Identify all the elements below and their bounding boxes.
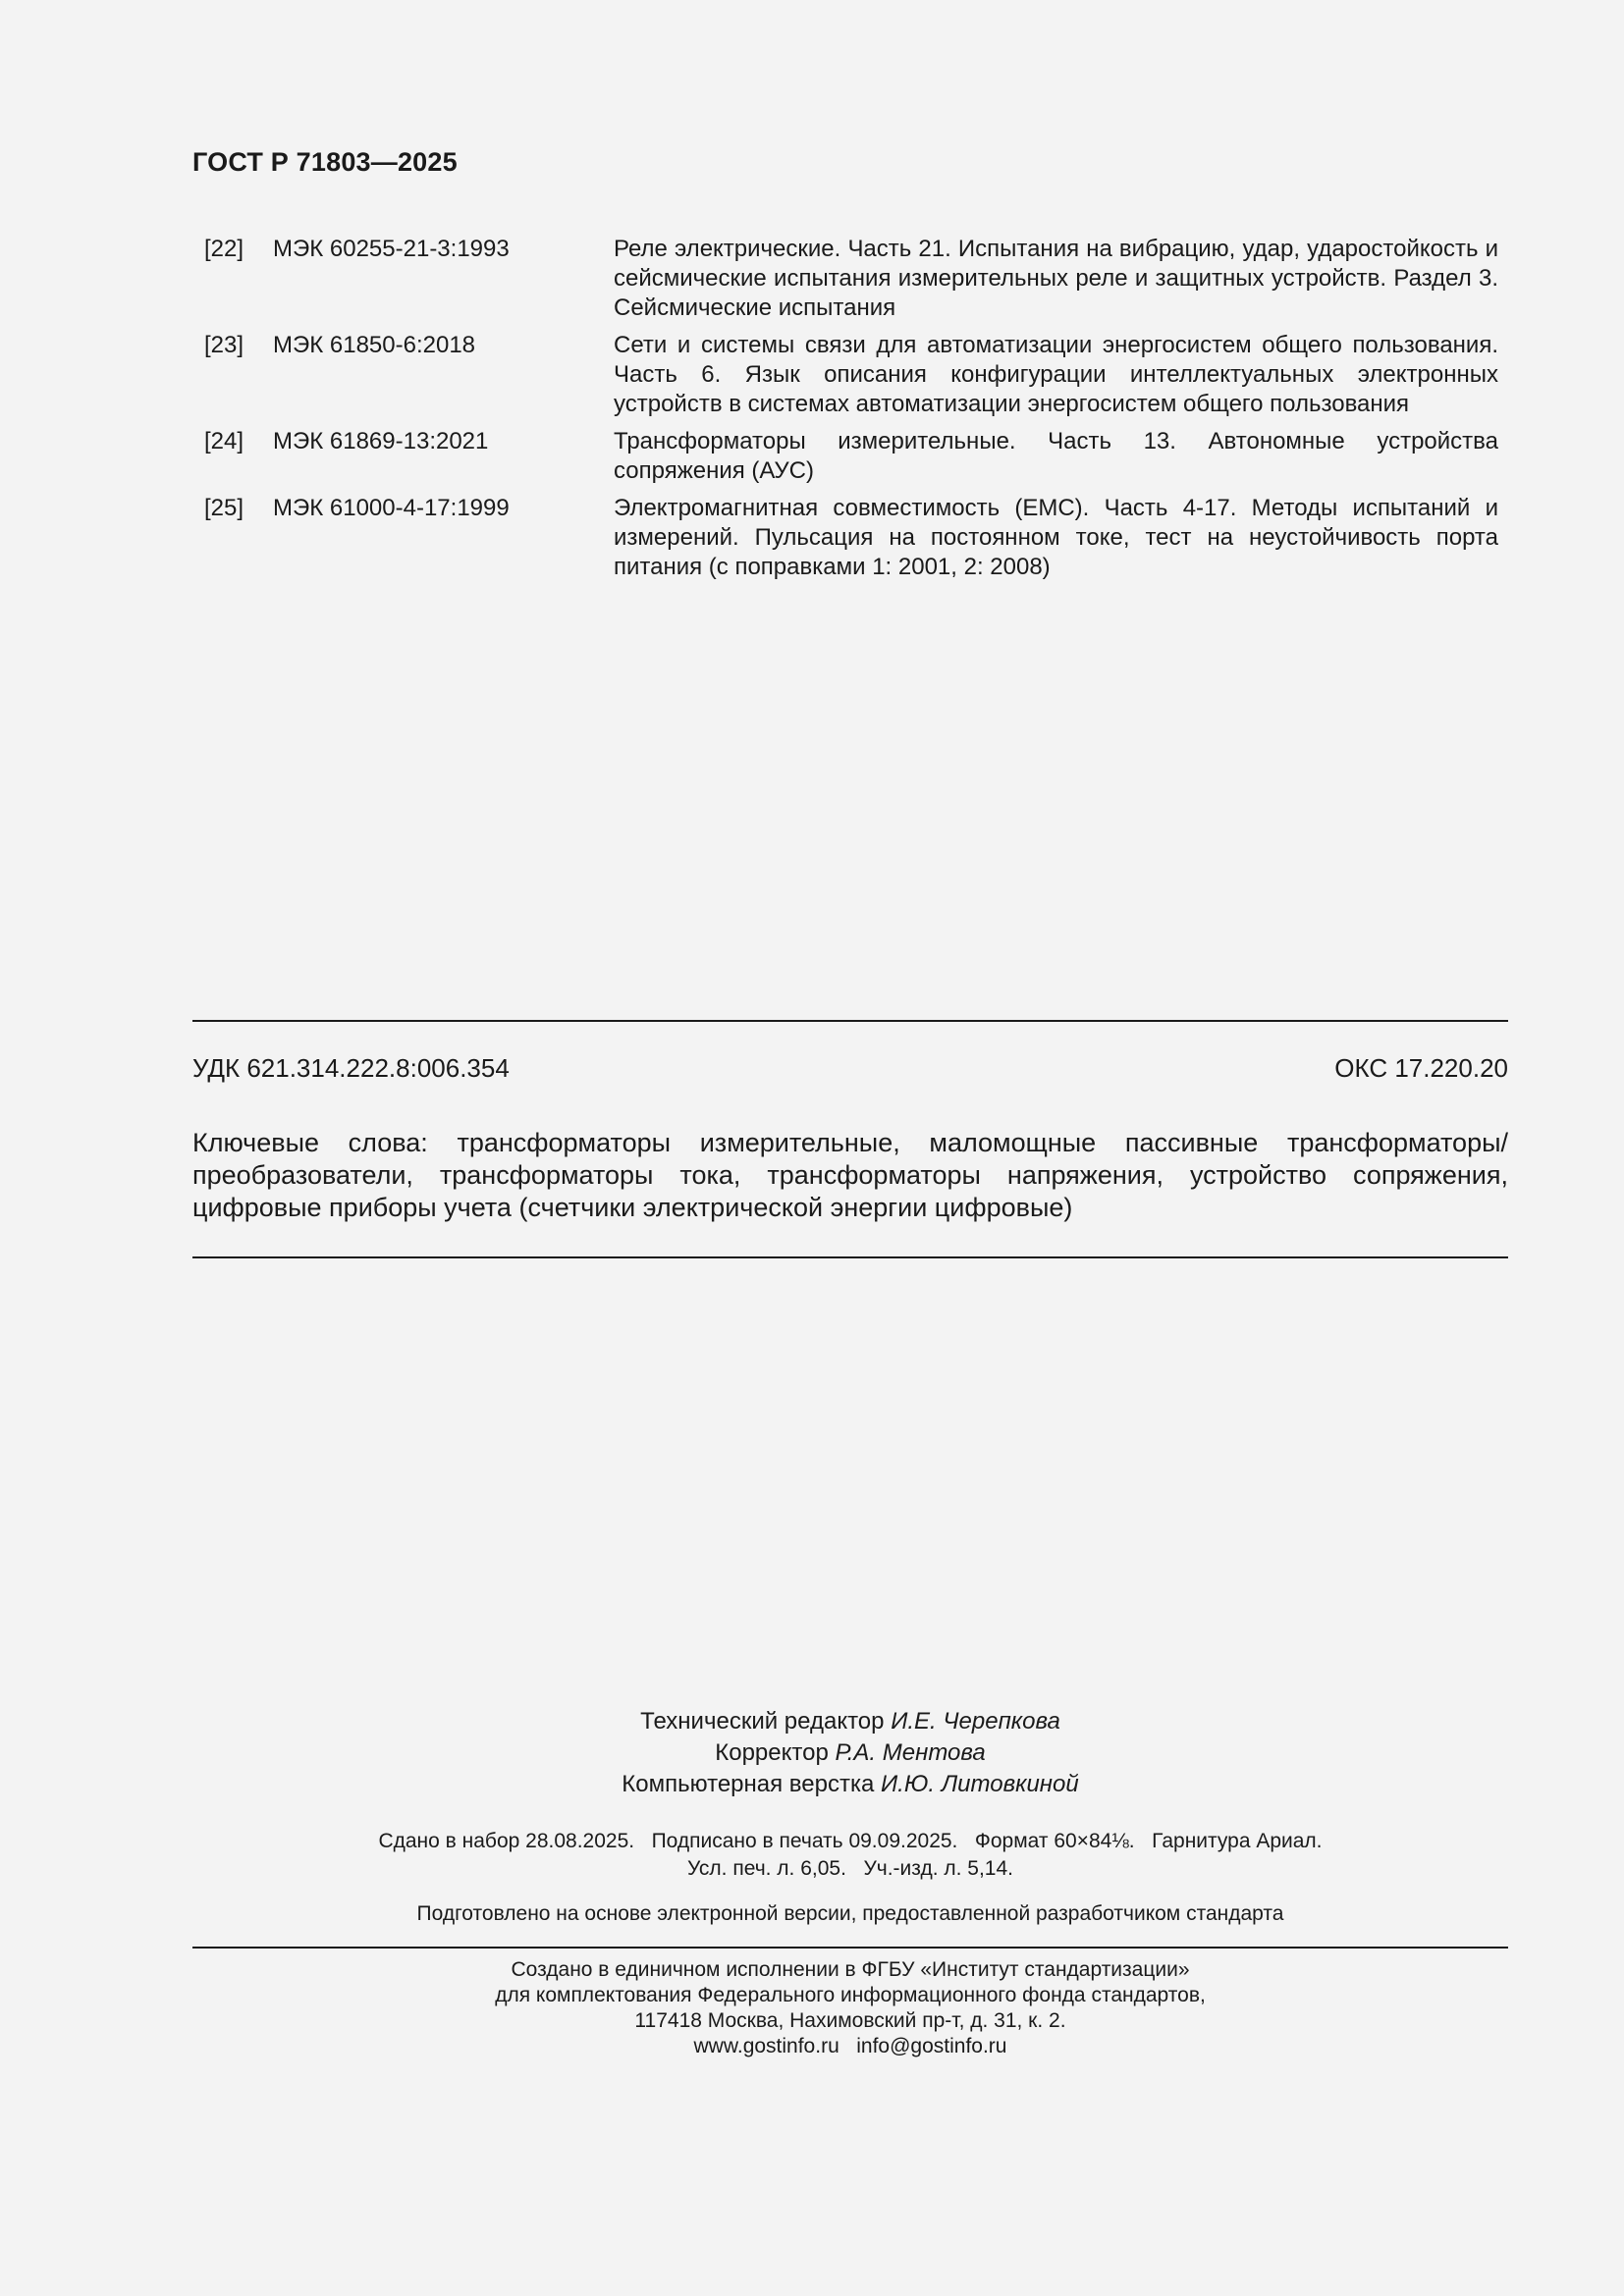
print-info-line: Сдано в набор 28.08.2025. Подписано в печать 09.09.2025. Формат 60×84⅛. Гарнитура Ариал. [378,1830,1323,1852]
tech-editor-line [192,1706,1508,1737]
corrector-line [192,1737,1508,1769]
references-list [192,235,1498,582]
publisher-line: 117418 Москва, Нахимовский пр-т, д. 31, к. 2. [634,2009,1066,2032]
print-info [192,1828,1508,1883]
publisher-info [192,1957,1508,2059]
reference-item [192,494,1498,582]
corrector-name: Р.А. Ментова [835,1739,986,1766]
print-info-line: Усл. печ. л. 6,05. Уч.-изд. л. 5,14. [686,1857,1013,1880]
udk-code: УДК 621.314.222.8:006.354 [192,1053,510,1083]
prepared-note: Подготовлено на основе электронной версии, предоставленной разработчиком стандарта [416,1902,1284,1925]
top-divider [192,1020,1508,1022]
publisher-contacts: www.gostinfo.ru info@gostinfo.ru [693,2035,1007,2057]
publisher-line: для комплектования Федерального информационного фонда стандартов, [495,1984,1206,2006]
reference-title: Электромагнитная совместимость (ЕМС). Часть 4-17. Методы испытаний и измерений. Пульсация на постоянном токе, тест на неустойчивость порта питания (с поправками 1: 2001, 2: 2008) [614,495,1498,580]
tech-editor-name: И.Е. Черепкова [891,1708,1060,1735]
reference-code: МЭК 61000-4-17:1999 [273,495,510,521]
reference-title: Реле электрические. Часть 21. Испытания на вибрацию, удар, ударостойкость и сейсмические испытания измерительных реле и защитных устройств. Раздел 3. Сейсмические испытания [614,236,1498,321]
reference-item [192,331,1498,419]
layout-line [192,1769,1508,1800]
oks-code: ОКС 17.220.20 [1334,1053,1508,1083]
reference-title: Сети и системы связи для автоматизации энергосистем общего пользования. Часть 6. Язык описания конфигурации интеллектуальных электронных устройств в системах автоматизации энергосистем общего пользования [614,332,1498,417]
layout-label: Компьютерная верстка [622,1771,875,1797]
reference-number: [24] [204,428,244,454]
tech-editor-label: Технический редактор [640,1708,885,1735]
credits-block [192,1706,1508,1800]
reference-number: [25] [204,495,244,521]
publisher-line: Создано в единичном исполнении в ФГБУ «Институт стандартизации» [511,1958,1190,1981]
reference-title: Трансформаторы измерительные. Часть 13. Автономные устройства сопряжения (АУС) [614,428,1498,484]
layout-name: И.Ю. Литовкиной [881,1771,1079,1797]
bottom-divider [192,1256,1508,1258]
reference-code: МЭК 61869-13:2021 [273,428,489,454]
reference-item [192,235,1498,323]
reference-number: [23] [204,332,244,358]
document-header: ГОСТ Р 71803—2025 [192,147,458,177]
reference-number: [22] [204,236,244,262]
publisher-divider [192,1947,1508,1949]
reference-code: МЭК 61850-6:2018 [273,332,476,358]
reference-code: МЭК 60255-21-3:1993 [273,236,510,262]
keywords-text: Ключевые слова: трансформаторы измерительные, маломощные пассивные трансформаторы/преобразователи, трансформаторы тока, трансформаторы напряжения, устройство сопряжения, цифровые приборы учета (счетчики электрической энергии цифровые) [192,1128,1508,1222]
corrector-label: Корректор [715,1739,829,1766]
reference-item [192,427,1498,486]
